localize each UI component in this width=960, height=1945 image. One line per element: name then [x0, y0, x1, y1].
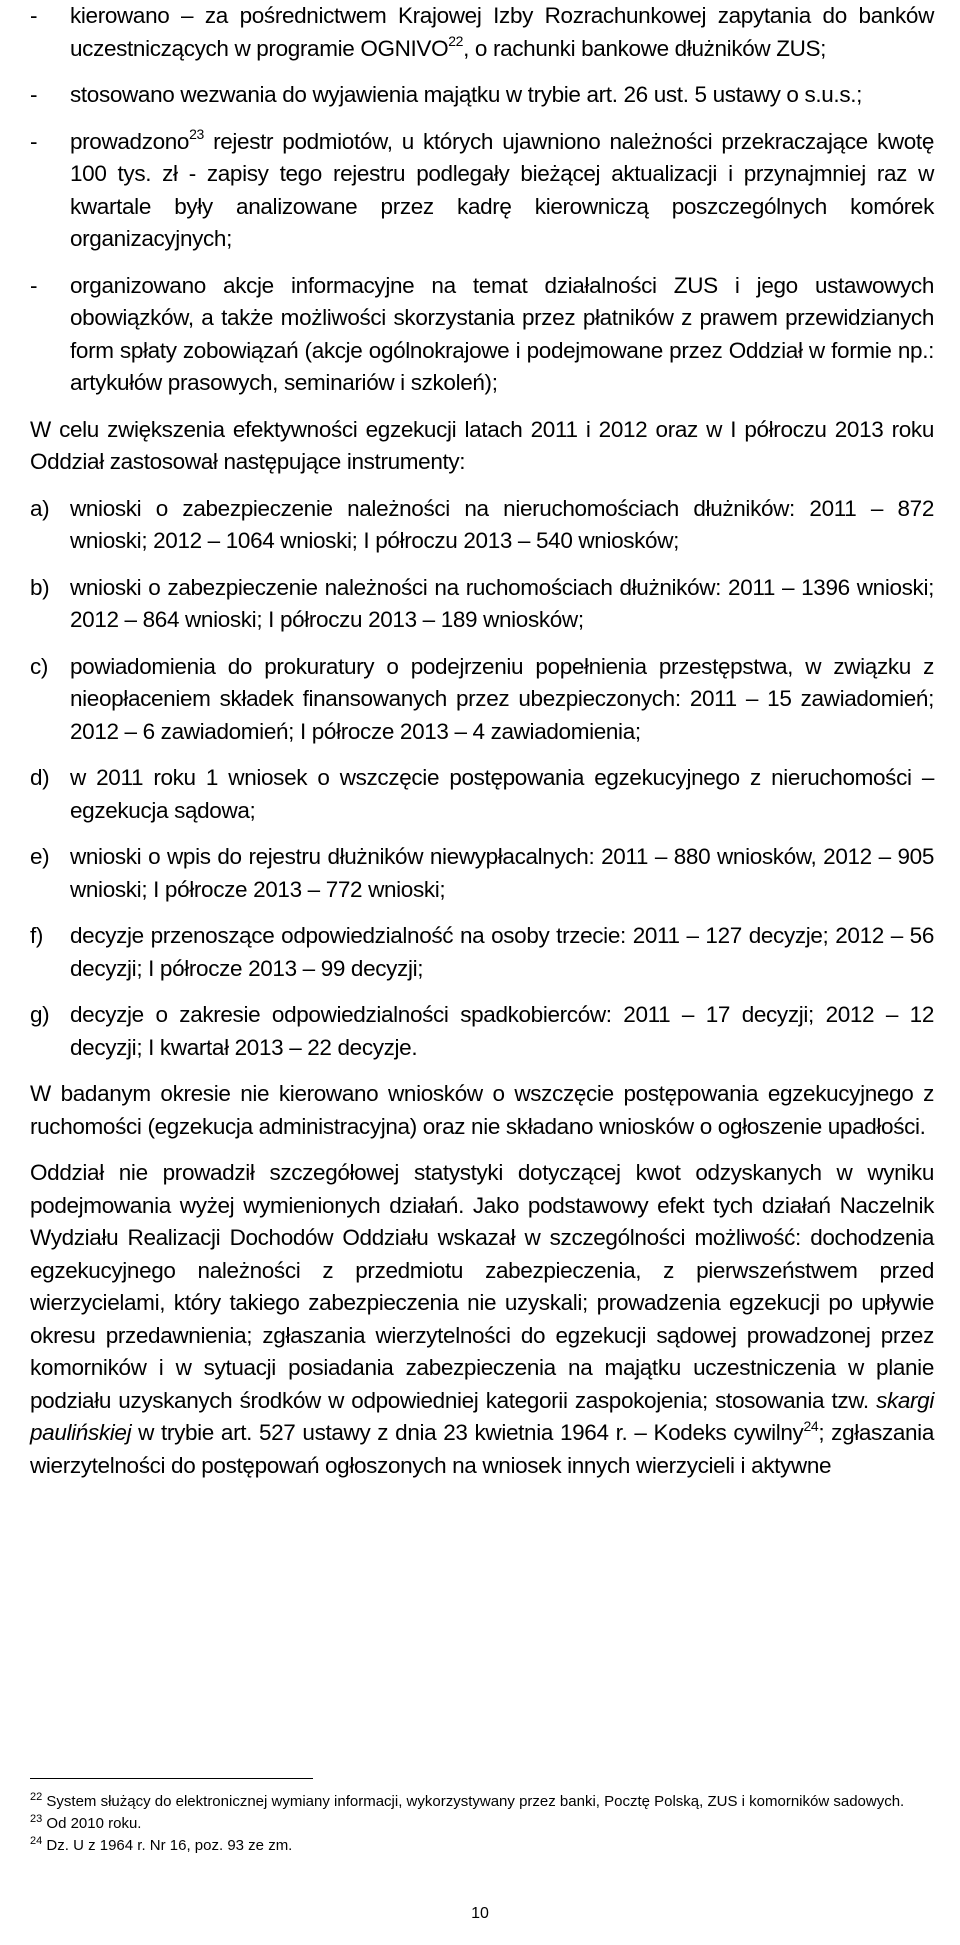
enforcement-paragraph: W badanym okresie nie kierowano wniosków o wszczęcie postępowania egzekucyjnego z ruchomości (egzekucja administracyjna) oraz nie składano wniosków o ogłoszenie upadłości. [30, 1081, 934, 1139]
bullet-text: prowadzono [70, 128, 190, 154]
footnote-number: 23 [30, 1813, 43, 1825]
page-number: 10 [471, 1905, 489, 1922]
footnote-number: 22 [30, 1791, 43, 1803]
footnote-ref-24[interactable]: 24 [803, 1417, 819, 1434]
list-marker: a) [30, 495, 50, 521]
list-item-text: wnioski o zabezpieczenie należności na nieruchomościach dłużników: 2011 – 872 wnioski; 2012 – 1064 wnioski; I półroczu 2013 – 540 wniosków; [70, 495, 934, 553]
statistics-text-middle: w trybie art. 527 ustawy z dnia 23 kwietnia 1964 r. – Kodeks cywilny [131, 1420, 804, 1445]
footnote-text: System służący do elektronicznej wymiany informacji, wykorzystywany przez banki, Pocztę Polską, ZUS i komorników sadowych. [42, 1793, 905, 1810]
list-item-text: wnioski o wpis do rejestru dłużników niewypłacalnych: 2011 – 880 wniosków, 2012 – 905 wnioski; I półrocze 2013 – 772 wnioski; [70, 844, 934, 902]
list-marker: f) [30, 923, 44, 948]
instrument-item-e [30, 841, 934, 906]
footnote-23 [30, 1813, 934, 1835]
footnote-24 [30, 1835, 934, 1857]
bullet-text: kierowano – za pośrednictwem Krajowej Izby Rozrachunkowej zapytania do banków uczestniczących w programie OGNIVO [70, 3, 934, 61]
list-marker: b) [30, 574, 50, 600]
instrument-item-c [30, 651, 934, 749]
list-item-text: decyzje przenoszące odpowiedzialność na osoby trzecie: 2011 – 127 decyzje; 2012 – 56 decyzji; I półrocze 2013 – 99 decyzji; [70, 923, 934, 981]
footnote-text: Od 2010 roku. [42, 1815, 142, 1832]
bullet-marker: - [30, 272, 38, 298]
bullet-marker: - [30, 82, 38, 107]
italic-term: skargi paulińskiej [30, 1387, 934, 1445]
instrument-item-a [30, 493, 934, 558]
list-item-text: w 2011 roku 1 wniosek o wszczęcie postępowania egzekucyjnego z nieruchomości – egzekucja sądowa; [70, 765, 934, 823]
bullet-text: stosowano wezwania do wyjawienia majątku w trybie art. 26 ust. 5 ustawy o s.u.s.; [70, 82, 863, 107]
list-marker: d) [30, 765, 50, 790]
bullet-text: organizowano akcje informacyjne na temat działalności ZUS i jego ustawowych obowiązków, a także możliwości skorzystania przez płatników z prawem przewidzianych form spłaty zobowiązań (akcje ogólnokrajowe i podejmowane przez Oddział w formie np.: artykułów prasowych, seminariów i szkoleń); [70, 272, 934, 395]
list-marker: c) [30, 653, 49, 679]
footnote-ref-23[interactable]: 23 [189, 126, 204, 142]
list-marker: e) [30, 844, 50, 869]
list-marker: g) [30, 1002, 50, 1027]
list-item-text: decyzje o zakresie odpowiedzialności spadkobierców: 2011 – 17 decyzji; 2012 – 12 decyzji; I kwartał 2013 – 22 decyzje. [70, 1002, 934, 1060]
bullet-item-akcje [30, 270, 934, 400]
footnote-separator [30, 1778, 313, 1779]
footnote-ref-22[interactable]: 22 [448, 33, 464, 49]
bullet-marker: - [30, 3, 38, 28]
instrument-item-f [30, 920, 934, 985]
list-item-text: powiadomienia do prokuratury o podejrzeniu popełnienia przestępstwa, w związku z nieopłaceniem składek finansowanych przez ubezpieczonych: 2011 – 15 zawiadomień; 2012 – 6 zawiadomień; I półrocze 2013 – 4 zawiadomienia; [70, 653, 934, 744]
intro-paragraph: W celu zwiększenia efektywności egzekucji latach 2011 i 2012 oraz w I półroczu 2013 roku Oddział zastosował następujące instrumenty: [30, 416, 934, 474]
statistics-text: Oddział nie prowadził szczegółowej statystyki dotyczącej kwot odzyskanych w wyniku podejmowania wyżej wymienionych działań. Jako podstawowy efekt tych działań Naczelnik Wydziału Realizacji Dochodów Oddziału wskazał w szczególności możliwość: dochodzenia egzekucyjnego należności z przedmiotu zabezpieczenia, z pierwszeństwem przed wierzycielami, który takiego zabezpieczenia nie uzyskali; prowadzenia egzekucji po upływie okresu przedawnienia; zgłaszania wierzytelności do egzekucji sądowej prowadzonej przez komorników i w sytuacji posiadania zabezpieczenia na majątku uczestniczenia w planie podziału uzyskanych środków w odpowiedniej kategorii zaspokojenia; stosowania tzw. [30, 1160, 934, 1413]
list-item-text: wnioski o zabezpieczenie należności na ruchomościach dłużników: 2011 – 1396 wnioski; 2012 – 864 wnioski; I półroczu 2013 – 189 wniosków; [70, 574, 934, 632]
bullet-marker: - [30, 128, 38, 154]
instrument-item-d [30, 762, 934, 827]
footnotes-section [30, 1778, 934, 1857]
main-content [30, 0, 934, 1496]
bullet-item-ognivo [30, 0, 934, 65]
bullet-item-wezwania [30, 79, 934, 112]
bullet-text-continued: rejestr podmiotów, u których ujawniono należności przekraczające kwotę 100 tys. zł - zapisy tego rejestru podlegały bieżącej aktualizacji i przynajmniej raz w kwartale były analizowane przez kadrę kierowniczą poszczególnych komórek organizacyjnych; [70, 128, 934, 251]
statistics-paragraph [30, 1157, 934, 1482]
statistics-text-end: ; zgłaszania wierzytelności do postępowań ogłoszonych na wniosek innych wierzycieli i aktywne [30, 1420, 934, 1478]
instrument-item-b [30, 572, 934, 637]
instrument-item-g [30, 999, 934, 1064]
footnote-text: Dz. U z 1964 r. Nr 16, poz. 93 ze zm. [42, 1837, 293, 1854]
footnote-22 [30, 1791, 934, 1813]
bullet-text-continued: , o rachunki bankowe dłużników ZUS; [463, 35, 827, 61]
footnote-number: 24 [30, 1835, 43, 1847]
bullet-item-rejestr [30, 126, 934, 256]
